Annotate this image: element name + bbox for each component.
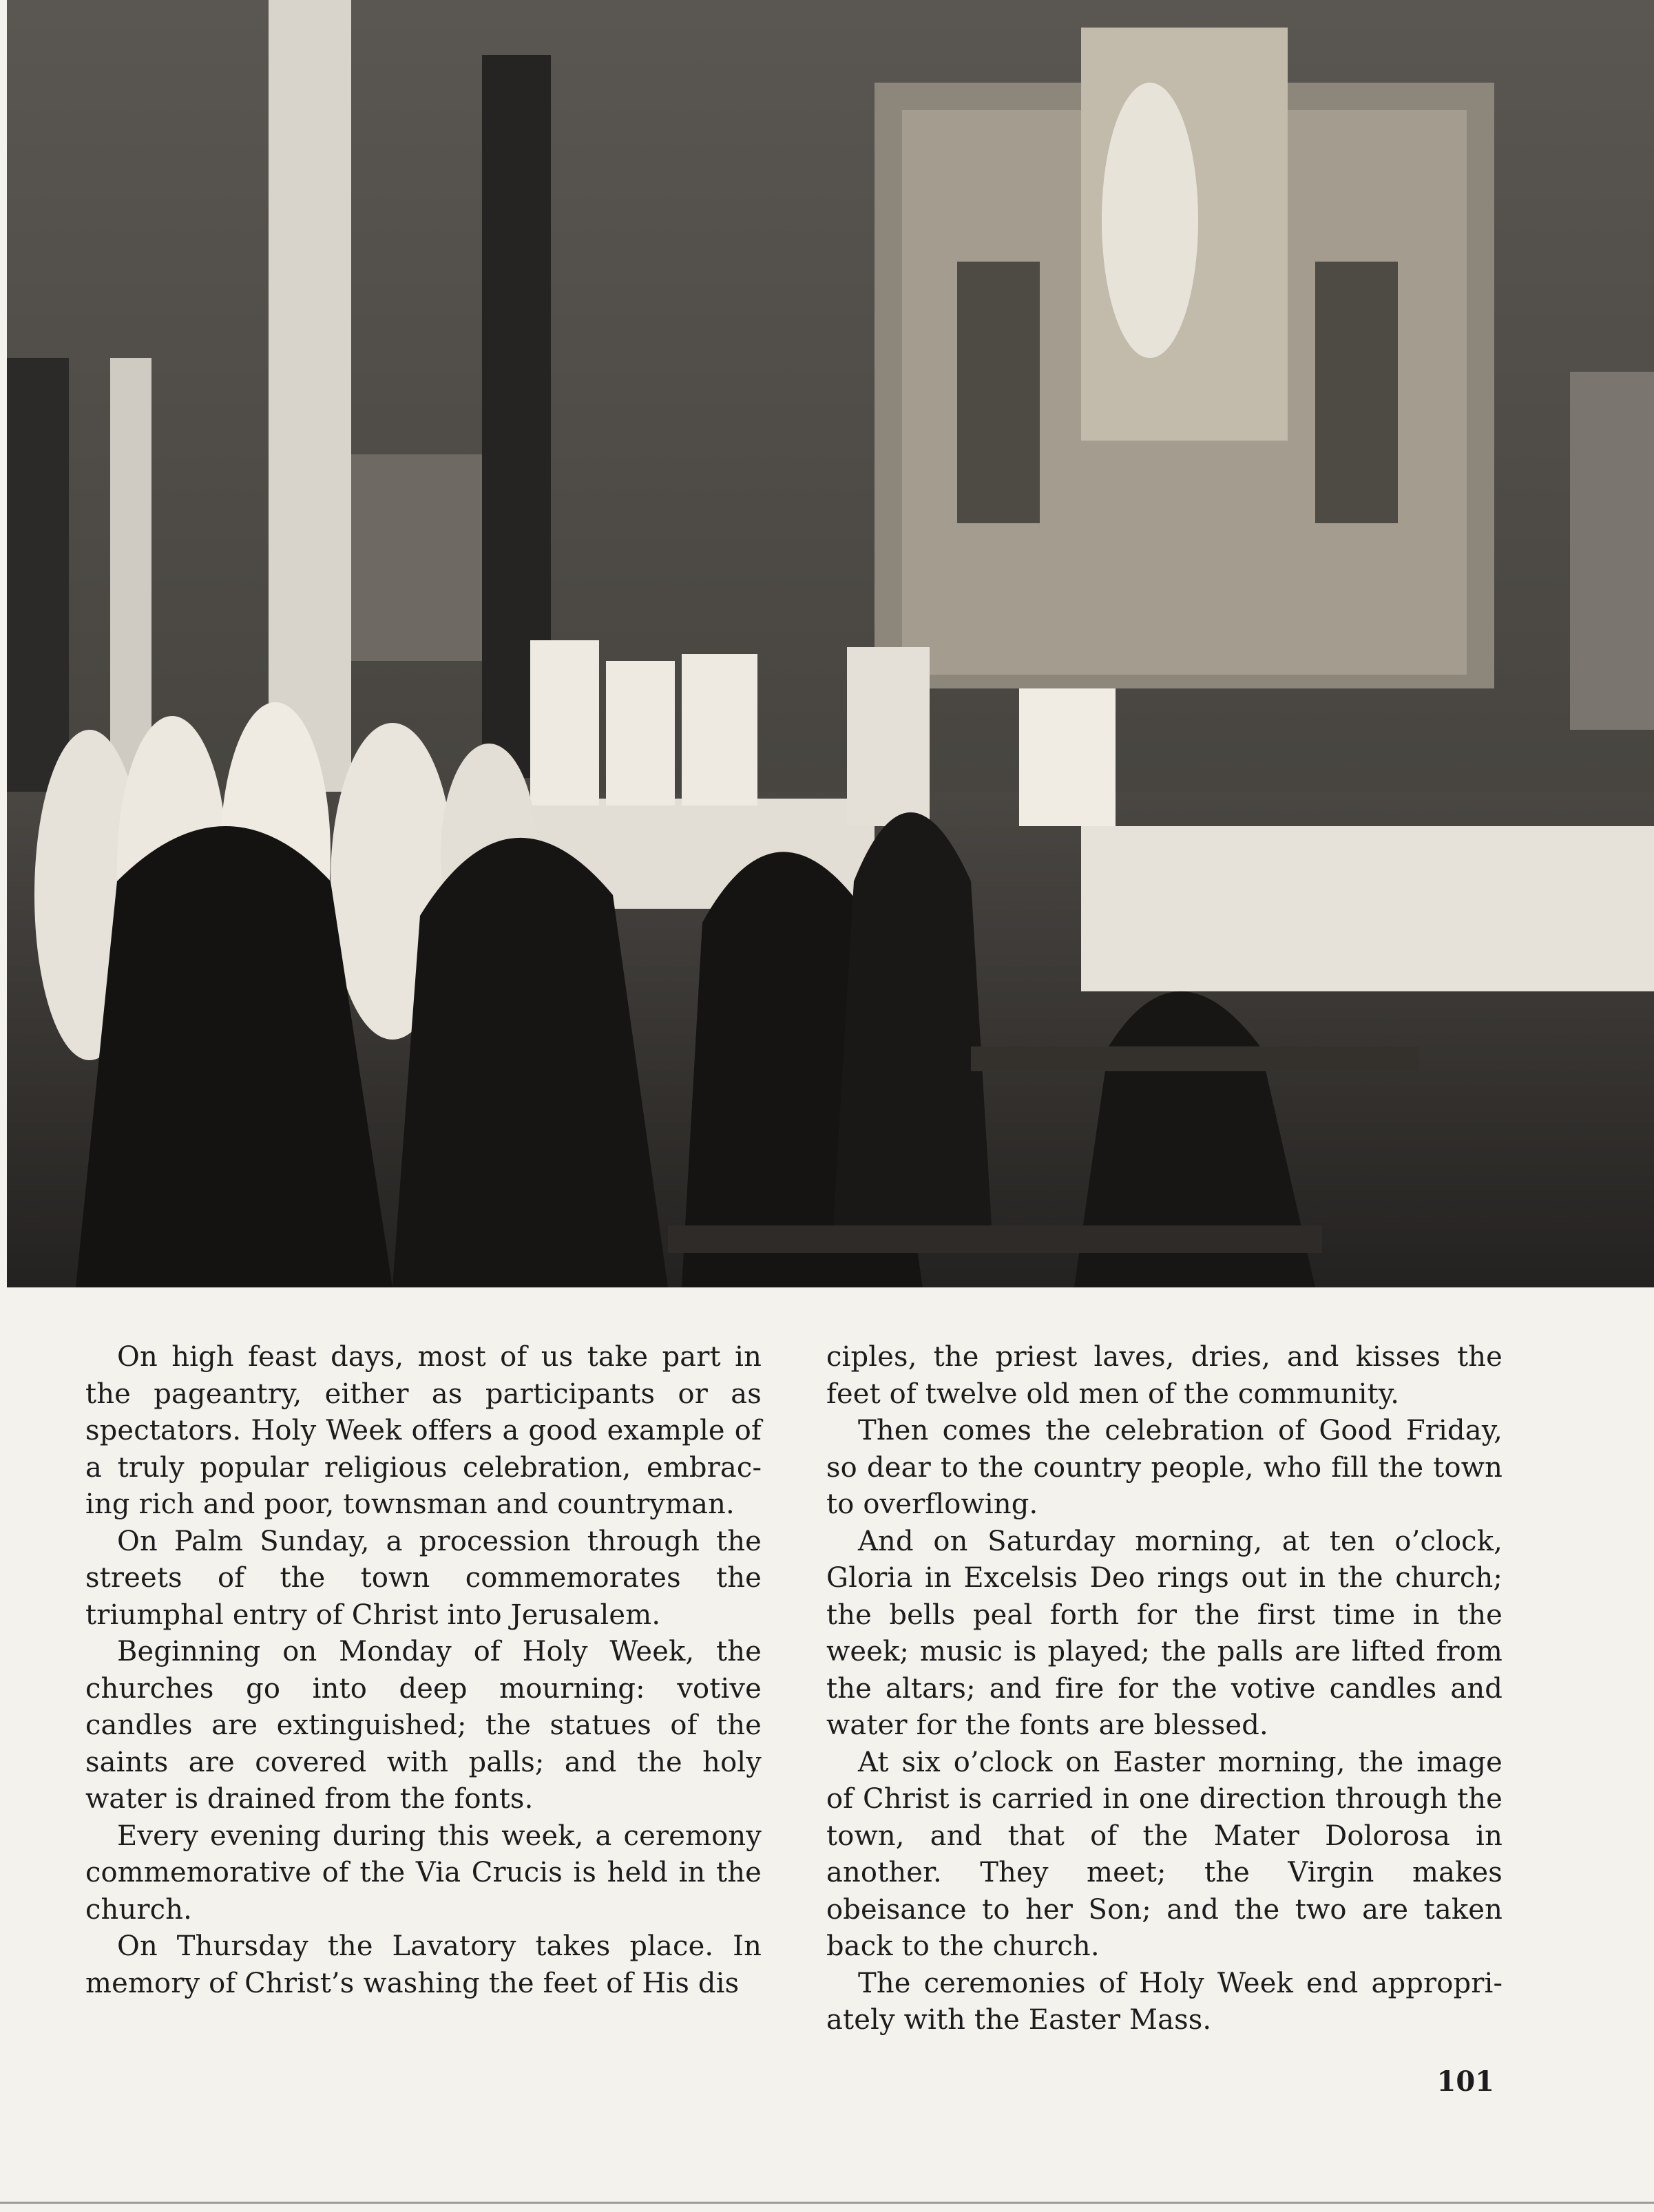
text-column-right xyxy=(826,1339,1503,2041)
church-interior-photo xyxy=(7,0,1654,1287)
church-interior-illustration xyxy=(7,0,1654,1287)
paragraph: The ceremonies of Holy Week end appropriately with the Easter Mass. xyxy=(826,1967,1503,2036)
page-number: 101 xyxy=(1436,2065,1494,2098)
paragraph: Every evening during this week, a ceremony commemorative of the Via Crucis is held in the church. xyxy=(85,1820,762,1926)
paragraph: And on Saturday morning, at ten o’clock, Gloria in Excelsis Deo rings out in the church; the bells peal forth for the first time in the week; music is played; the palls are lifted from the altars; and fire for the votive candles and water for the fonts are blessed. xyxy=(826,1525,1503,1741)
paragraph: On high feast days, most of us take part in the pageantry, either as participants or as spectators. Holy Week offers a good example of a truly popular religious celebration, embracing rich and poor, townsman and countryman. xyxy=(85,1341,762,1520)
paragraph: On Palm Sunday, a procession through the streets of the town commemorates the triumphal entry of Christ into Jerusalem. xyxy=(85,1525,762,1631)
article-text xyxy=(85,1339,1504,2041)
paragraph: ciples, the priest laves, dries, and kisses the feet of twelve old men of the community. xyxy=(826,1341,1503,1410)
paragraph: Beginning on Monday of Holy Week, the churches go into deep mourning: votive candles are extinguished; the statues of the saints are covered with palls; and the holy water is drained from the fonts. xyxy=(85,1636,762,1815)
paragraph: At six o’clock on Easter morning, the image of Christ is carried in one direction through the town, and that of the Mater Dolorosa in another. They meet; the Virgin makes obeisance to her Son; and the two are taken back to the church. xyxy=(826,1746,1503,1962)
bottom-rule xyxy=(0,2202,1654,2204)
paragraph: On Thursday the Lavatory takes place. In memory of Christ’s washing the feet of His dis xyxy=(85,1930,762,1999)
text-column-left xyxy=(85,1339,762,2041)
paragraph: Then comes the celebration of Good Friday, so dear to the country people, who fill the town to overflowing. xyxy=(826,1415,1503,1520)
